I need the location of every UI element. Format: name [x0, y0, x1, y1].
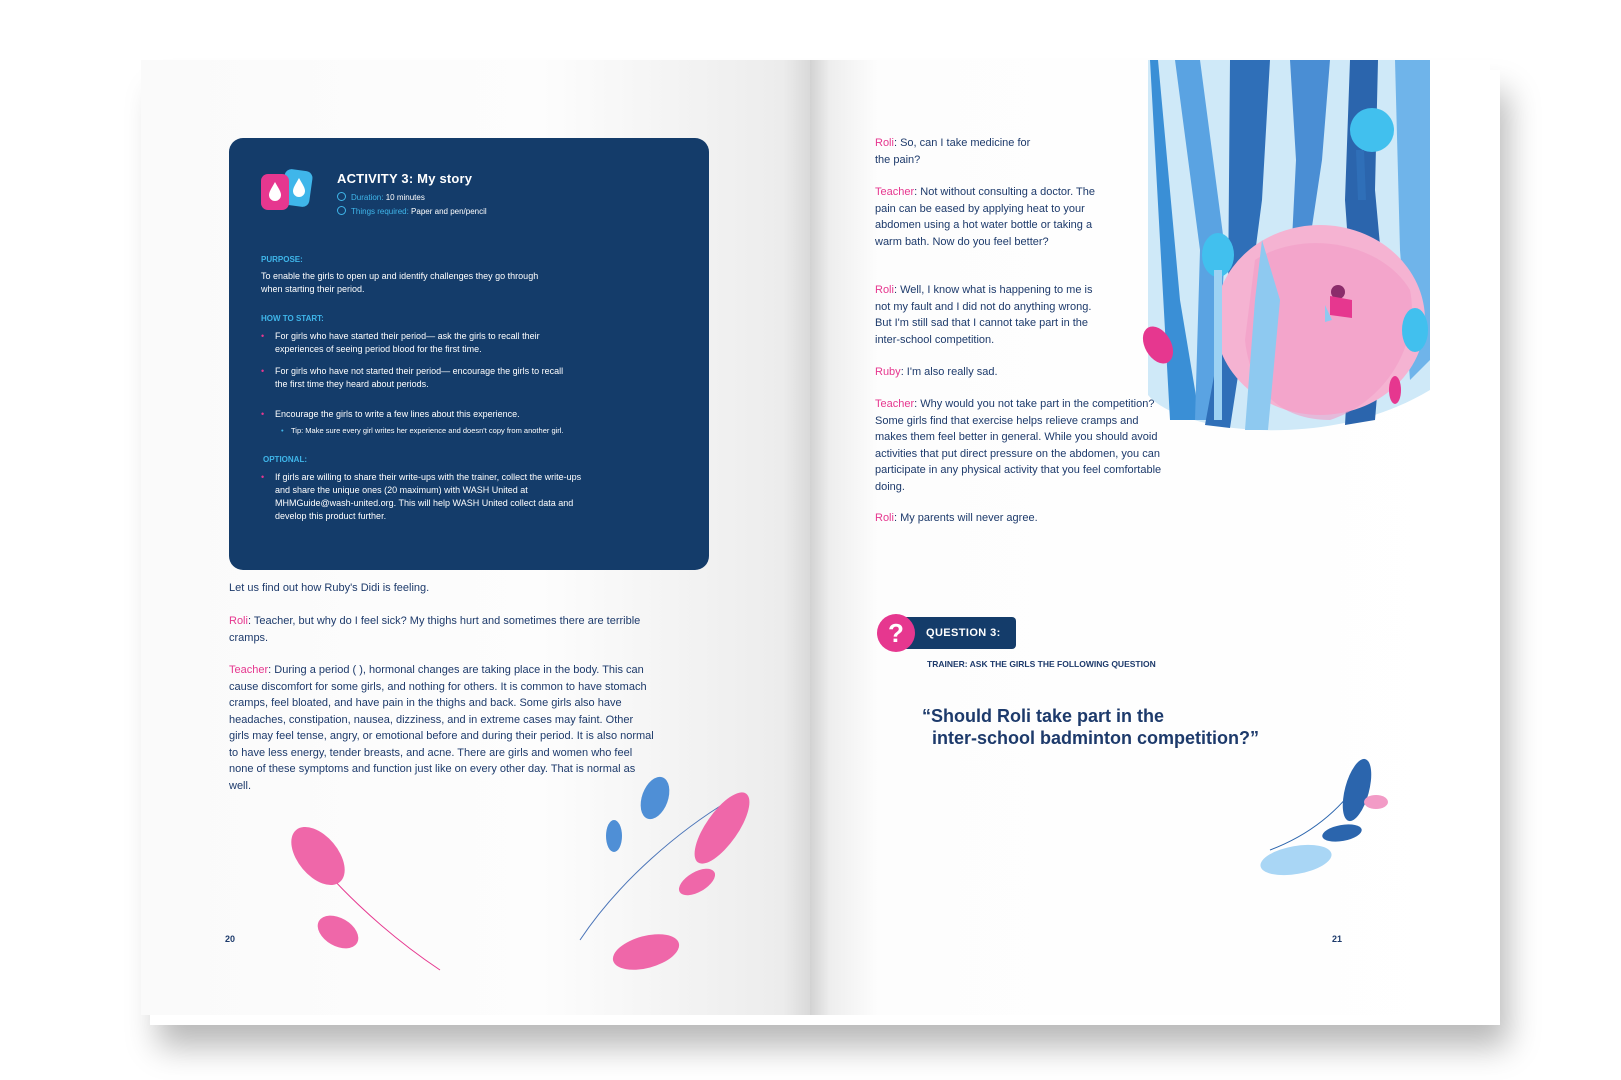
teacher-line-3: Teacher: Why would you not take part in the competition? Some girls find that exercise helps relieve cramps and makes them feel better in general. While you should avoid activities that put direct pressure on the abdomen, you can participate in any physical activity that you feel comfortable doing. [875, 398, 1162, 493]
roli-line-2: Roli: So, can I take medicine for the pain? [875, 137, 1031, 166]
speaker-teacher: Teacher [229, 664, 269, 676]
ruby-line-1: Ruby: I'm also really sad. [875, 366, 998, 378]
roli-line-3: Roli: Well, I know what is happening to me is not my fault and I did not do anything wrong. But I'm still sad that I cannot take part in the inter-school competition. [875, 284, 1093, 346]
teacher-line-2: Teacher: Not without consulting a doctor. The pain can be eased by applying heat to your abdomen using a hot water bottle or taking a warm bath. Now do you feel better? [875, 186, 1095, 248]
purpose-heading: PURPOSE: [261, 255, 303, 264]
optional-heading: OPTIONAL: [263, 455, 307, 464]
roli-line-4: Roli: My parents will never agree. [875, 512, 1038, 524]
how-item-2: • For girls who have not started their period— encourage the girls to recall the first time they heard about periods. [261, 365, 565, 391]
roli-line-1: Roli: Teacher, but why do I feel sick? My thighs hurt and sometimes there are terrible cramps. [229, 615, 641, 644]
intro-line: Let us find out how Ruby's Didi is feeling. [229, 582, 430, 594]
purpose-text: To enable the girls to open up and identify challenges they go through when starting their period. [261, 271, 539, 294]
question-mark-icon: ? [877, 614, 915, 652]
blue-leaves-illustration [1258, 756, 1388, 880]
page-number-right: 21 [1332, 934, 1343, 944]
teacher-line-1: Teacher: During a period ( ), hormonal changes are taking place in the body. This can cause discomfort for some girls, and nothing for others. It is common to have stomach cramps, feel bloated, and have pain in the thighs and back. Some girls also have headaches, constipation, nausea, dizziness, and in extreme cases may faint. Other girls may feel tense, angry, or emotional before and during their period. It is also normal to have less energy, tender breasts, and acne. There are girls and women who feel none of these symptoms and function just like on every other day. That is normal as well. [229, 664, 654, 792]
how-to-start-heading: HOW TO START: [261, 314, 324, 323]
how-item-3: • Encourage the girls to write a few lines about this experience. [261, 408, 615, 421]
question-instruction: TRAINER: ASK THE GIRLS THE FOLLOWING QUESTION [927, 659, 1156, 669]
forest-illustration [1137, 60, 1430, 430]
page-number-left: 20 [225, 934, 236, 944]
speaker-roli: Roli [229, 615, 248, 627]
things-line: Things required: Paper and pen/pencil [337, 206, 487, 216]
question-quote: “Should Roli take part in the inter-school badminton competition?” [922, 706, 1259, 748]
duration-line: Duration: 10 minutes [337, 192, 425, 202]
how-item-1: • For girls who have started their period— ask the girls to recall their experiences of seeing period blood for the first time. [261, 330, 565, 356]
pink-leaves-illustration [281, 773, 759, 976]
activity-title: ACTIVITY 3: My story [337, 171, 473, 186]
question-label: QUESTION 3: [926, 627, 1001, 639]
optional-text: • If girls are willing to share their write-ups with the trainer, collect the write-ups and share the unique ones (20 maximum) with WASH United at MHMGuide@wash-united.org. This will help WASH United collect data and develop this product further. [261, 471, 595, 523]
tip-text: • Tip: Make sure every girl writes her experience and doesn't copy from another girl. [281, 425, 564, 436]
